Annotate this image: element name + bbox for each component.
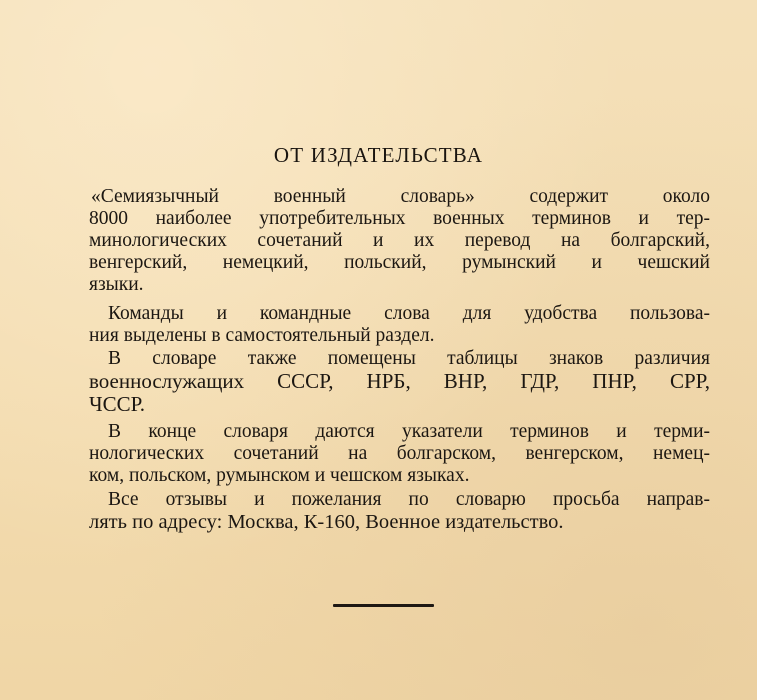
text-line: ния выделены в самостоятельный раздел. <box>89 325 435 346</box>
text-line: Команды и командные слова для удобства пользова- <box>108 303 710 324</box>
text-line: Все отзывы и пожелания по словарю просьба направ- <box>108 489 710 510</box>
text-line: «Семиязычный военный словарь» содержит около <box>91 186 710 207</box>
text-line: 8000 наиболее употребительных военных терминов и тер- <box>89 208 710 229</box>
text-line: военнослужащих СССР, НРБ, ВНР, ГДР, ПНР, СРР, <box>89 369 710 393</box>
text-line: ком, польском, румынском и чешском языках. <box>89 465 470 486</box>
page-title: ОТ ИЗДАТЕЛЬСТВА <box>273 143 484 167</box>
text-line: минологических сочетаний и их перевод на болгарский, <box>89 230 710 251</box>
text-line: языки. <box>89 274 144 295</box>
text-line: В словаре также помещены таблицы знаков различия <box>108 348 710 369</box>
text-line: В конце словаря даются указатели терминов и терми- <box>108 421 710 442</box>
text-line: лять по адресу: Москва, К-160, Военное издательство. <box>89 511 564 533</box>
text-line: нологических сочетаний на болгарском, венгерском, немец- <box>89 443 710 464</box>
end-rule <box>333 604 434 607</box>
text-line: венгерский, немецкий, польский, румынский и чешский <box>89 252 710 273</box>
text-line: ЧССР. <box>89 392 145 416</box>
